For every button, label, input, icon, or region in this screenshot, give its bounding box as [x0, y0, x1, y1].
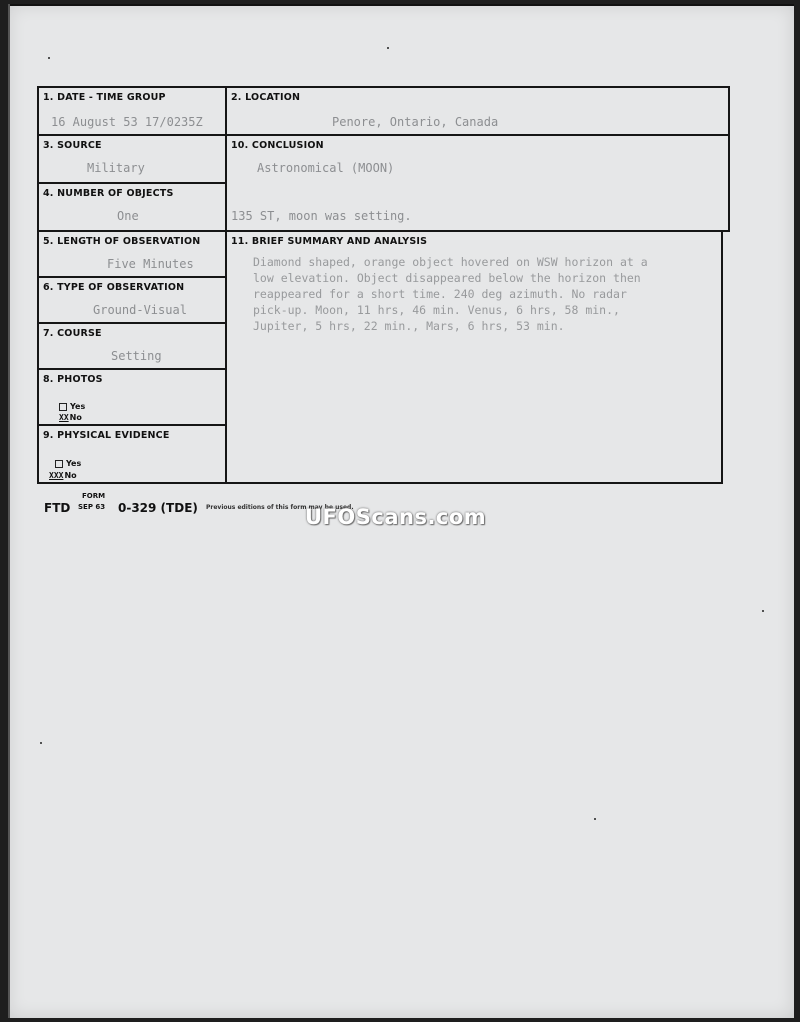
- physical-evidence-no-option: [49, 471, 77, 480]
- source-label: 3. SOURCE: [43, 140, 102, 151]
- brief-summary-label: 11. BRIEF SUMMARY AND ANALYSIS: [231, 236, 428, 247]
- photos-yes-option: [59, 402, 85, 411]
- physical-evidence-label: 9. PHYSICAL EVIDENCE: [43, 430, 170, 441]
- brief-summary-cell: [225, 230, 723, 484]
- photos-cell: [37, 368, 227, 426]
- physical-evidence-no-mark: XXX: [49, 471, 64, 480]
- conclusion-cell: [225, 134, 730, 232]
- type-of-observation-label: 6. TYPE OF OBSERVATION: [43, 282, 185, 293]
- project-card-form: [37, 86, 730, 484]
- course-label: 7. COURSE: [43, 328, 102, 339]
- number-of-objects-label: 4. NUMBER OF OBJECTS: [43, 188, 174, 199]
- form-number: 0-329 (TDE): [118, 501, 198, 515]
- photos-no-label: No: [69, 413, 82, 422]
- form-date: SEP 63: [78, 503, 106, 511]
- type-of-observation-cell: [37, 276, 227, 324]
- date-time-group-label: 1. DATE - TIME GROUP: [43, 92, 166, 103]
- paper-speck: [762, 610, 764, 612]
- course-cell: [37, 322, 227, 370]
- ufoscans-watermark: UFOScans.com: [305, 505, 487, 529]
- paper-speck: [40, 742, 42, 744]
- photos-no-mark: XX: [59, 413, 69, 422]
- source-cell: [37, 134, 227, 184]
- physical-evidence-no-label: No: [64, 471, 77, 480]
- location-value: Penore, Ontario, Canada: [332, 115, 499, 129]
- physical-evidence-yes-label: Yes: [66, 459, 82, 468]
- conclusion-label: 10. CONCLUSION: [231, 140, 324, 151]
- conclusion-note: 135 ST, moon was setting.: [231, 209, 412, 223]
- page-left-edge: [8, 4, 10, 1018]
- conclusion-value: Astronomical (MOON): [257, 161, 395, 175]
- physical-evidence-yes-option: [55, 459, 81, 468]
- form-id-prefix: FTD: [44, 501, 71, 515]
- photos-yes-label: Yes: [70, 402, 86, 411]
- course-value: Setting: [111, 349, 162, 363]
- page-top-edge: [8, 4, 794, 6]
- photos-label: 8. PHOTOS: [43, 374, 103, 385]
- date-time-group-value: 16 August 53 17/0235Z: [51, 115, 203, 129]
- paper-speck: [48, 57, 50, 59]
- previous-editions-note: Previous editions of this form may be used.: [206, 504, 354, 511]
- physical-evidence-cell: [37, 424, 227, 484]
- physical-evidence-yes-checkbox: [55, 460, 63, 468]
- length-of-observation-cell: [37, 230, 227, 278]
- location-label: 2. LOCATION: [231, 92, 301, 103]
- photos-yes-checkbox: [59, 403, 67, 411]
- date-time-group-cell: [37, 86, 227, 136]
- length-of-observation-label: 5. LENGTH OF OBSERVATION: [43, 236, 201, 247]
- number-of-objects-value: One: [117, 209, 139, 223]
- brief-summary-text: Diamond shaped, orange object hovered on WSW horizon at a low elevation. Object disappeared below the horizon then reappeared for a short time. 240 deg azimuth. No radar pick-up. Moon, 11 hrs, 46 min. Venus, 6 hrs, 58 min., Jupiter, 5 hrs, 22 min., Mars, 6 hrs, 53 min.: [253, 255, 648, 333]
- paper-speck: [594, 818, 596, 820]
- number-of-objects-cell: [37, 182, 227, 232]
- location-cell: [225, 86, 730, 136]
- type-of-observation-value: Ground-Visual: [93, 303, 187, 317]
- source-value: Military: [87, 161, 145, 175]
- form-word: FORM: [82, 492, 106, 500]
- paper-speck: [387, 47, 389, 49]
- photos-no-option: [59, 413, 82, 422]
- length-of-observation-value: Five Minutes: [107, 257, 194, 271]
